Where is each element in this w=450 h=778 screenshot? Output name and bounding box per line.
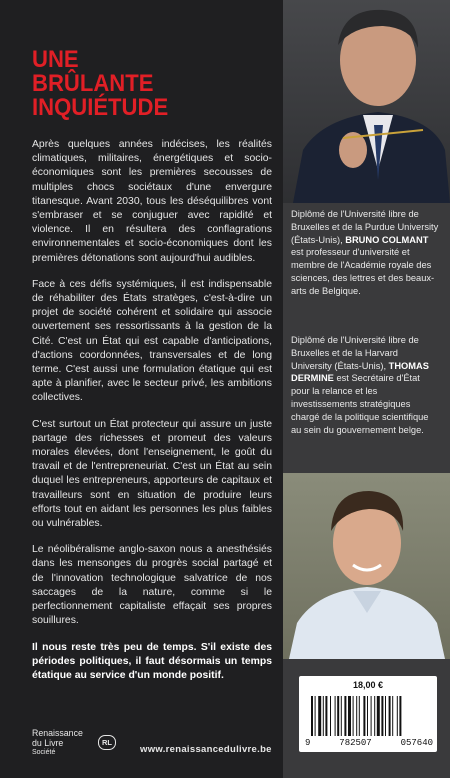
bio2-intro: Diplômé de l'Université libre de Bruxelles et de la Harvard University (États-Unis),	[291, 335, 419, 371]
bio-bruno-colmant	[291, 208, 441, 298]
publisher-website: www.renaissancedulivre.be	[140, 744, 272, 755]
publisher-logo	[32, 728, 83, 758]
price-label: 18,00 €	[352, 680, 384, 690]
isbn-part-1: 9	[305, 738, 311, 748]
bio2-author-name: THOMAS DERMINE	[291, 360, 429, 384]
author-portrait-icon	[283, 0, 450, 203]
publisher-line-1: Renaissance	[32, 728, 83, 738]
publisher-badge: RL	[98, 735, 116, 750]
blurb-text	[32, 138, 272, 695]
title-line-3: INQUIÉTUDE	[32, 94, 169, 121]
book-title	[32, 48, 253, 120]
bio-thomas-dermine	[291, 334, 441, 436]
bio1-author-name: BRUNO COLMANT	[345, 234, 429, 245]
isbn-number	[305, 738, 433, 748]
title-line-2: BRÛLANTE	[32, 70, 154, 97]
publisher-line-2: du Livre	[32, 738, 64, 748]
blurb-paragraph-1: Après quelques années indécises, les réalités climatiques, militaires, énergétiques et socio-économiques sont les premières secousses de multiples chocs sociétaux d'une envergure titanesque. Avant 2030, tous les déséquilibres vont s'embraser et se conjuguer avec rapidité et violence. Il en résultera des conflagrations environnementales et socio-économiques dont les premières détonations sont aujourd'hui audibles.	[32, 139, 272, 264]
author-photo-bruno-colmant	[283, 0, 450, 203]
bio1-intro: Diplômé de l'Université libre de Bruxelles et de la Purdue University (États-Unis),	[291, 209, 439, 245]
author-portrait-icon	[283, 473, 450, 659]
isbn-part-3: 057640	[400, 738, 433, 748]
barcode-icon	[311, 696, 425, 736]
bio2-details: est Secrétaire d'État pour la relance et les investissements stratégiques chargé de la politique scientifique au sein du gouvernement belge.	[291, 373, 429, 435]
blurb-paragraph-4: Le néolibéralisme anglo-saxon nous a anesthésiés dans les mensonges du progrès social partagé et de l'innovation technologique salvatrice de nos saccages de la nature, comme si le perfectionnement capitaliste effaçait ses propres souillures.	[32, 544, 272, 627]
blurb-paragraph-5: Il nous reste très peu de temps. S'il existe des périodes politiques, il faut désormais un temps étatique au service d'un monde positif.	[32, 641, 272, 681]
barcode-price-box	[299, 676, 437, 752]
blurb-paragraph-2: Face à ces défis systémiques, il est indispensable de réhabiliter des États stratèges, c'est-à-dire un projet de société cohérent et solidaire qui associe ouvertement ses ressortissants à la gestion de la Cité. C'est un État qui est capable d'anticipations, d'actions coordonnées, transversales et de long terme. C'est aussi une formulation étatique qui est apte à planifier, avec le secteur privé, les ambitions collectives.	[32, 278, 272, 404]
blurb-paragraph-3: C'est surtout un État protecteur qui assure un juste partage des richesses et promeut des valeurs morales élevées, dont l'enseignement, le goût du travail et de l'entrepreneuriat. C'est un État au sein duquel les entrepreneurs, apporteurs de capitaux et travailleurs sont en situation de produire leurs efforts tout en aidant les personnes les plus faibles ou vulnérables.	[32, 418, 272, 530]
publisher-line-3: Société	[32, 749, 56, 756]
title-line-1: UNE	[32, 46, 79, 73]
isbn-part-2: 782507	[339, 738, 372, 748]
author-photo-thomas-dermine	[283, 473, 450, 659]
bio1-details: est professeur d'université et membre de l'Académie royale des sciences, des lettres et des beaux-arts de Belgique.	[291, 247, 435, 296]
